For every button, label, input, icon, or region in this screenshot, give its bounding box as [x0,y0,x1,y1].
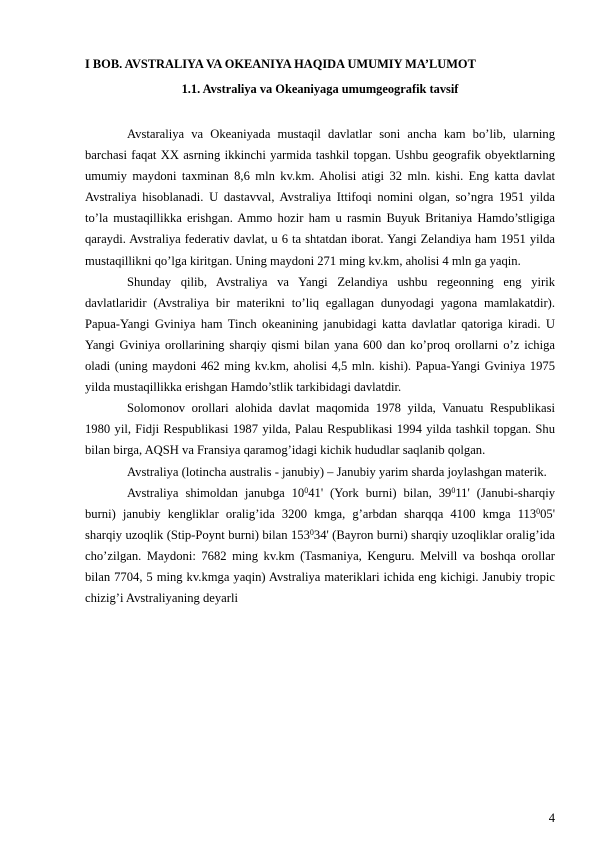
text-run: 05' sharqiy uzoqlik (Stip-Poynt burni) bilan 153 [85,506,555,542]
text-run: 11' (Janubi-sharqiy burni) janubiy kengliklar oralig’ida 3200 kmga, g’arbdan sharqqa 4100 kmga 113 [85,485,555,521]
paragraph-3: Solomonov orollari alohida davlat maqomida 1978 yilda, Vanuatu Respublikasi 1980 yil, Fidji Respublikasi 1987 yilda, Palau Respublikasi 1994 yilda tashkil topgan. Shu bilan birga, AQSH va Fransiya qaramog’idagi kichik hududlar saqlanib qolgan. [85,401,555,458]
text-run: Avstraliya shimoldan janubga 10 [127,485,305,500]
paragraph-5 [85,483,555,610]
degree-mark: 0 [309,527,314,537]
text-run: 41' (York burni) bilan, 39 [308,485,452,500]
chapter-title: I BOB. AVSTRALIYA VA OKEANIYA HAQIDA UMUMIY MA’LUMOT [85,57,476,71]
degree-mark: 0 [536,506,541,516]
paragraph-4: Avstraliya (lotincha australis - janubiy) – Janubiy yarim sharda joylashgan materik. [127,464,547,479]
degree-mark: 0 [451,485,456,495]
paragraph-1: Avstaraliya va Okeaniyada mustaqil davlatlar soni ancha kam bo’lib, ularning barchasi faqat XX asrning ikkinchi yarmida tashkil topgan. Ushbu geografik obyektlarning umumiy maydoni taxminan 8,6 mln kv.km. Aholisi atigi 32 mln. kishi. Eng katta davlat Avstraliya hisoblanadi. U dastavval, Avstraliya Ittifoqi nomini olgan, so’ngra 1951 yilda to’la mustaqillikka erishgan. Ammo hozir ham u rasmin Buyuk Britaniya Hamdo’stligiga qaraydi. Avstraliya federativ davlat, u 6 ta shtatdan iborat. Yangi Zelandiya ham 1951 yilda mustaqillikni qo’lga kiritgan. Uning maydoni 271 ming kv.km, aholisi 4 mln ga yaqin. [85,127,555,268]
page-number: 4 [548,811,555,825]
degree-mark: 0 [304,485,309,495]
body-text [85,124,555,609]
paragraph-2: Shunday qilib, Avstraliya va Yangi Zelandiya ushbu regeonning eng yirik davlatlaridir (Avstraliya bir materikni to’liq egallagan dunyodagi yagona mamlakatdir). Papua-Yangi Gviniya ham Tinch okeanining janubidagi katta davlatlar qatoriga kiradi. U Yangi Gviniya orollarining sharqiy qismi bilan yana 600 dan ko’proq orollarni o’z ichiga oladi (uning maydoni 462 ming kv.km, aholisi 4,5 mln. kishi). Papua-Yangi Gviniya 1975 yilda mustaqillikka erishgan Hamdo’stlik tarkibidagi davlatdir. [85,274,555,395]
section-title: 1.1. Avstraliya va Okeaniyaga umumgeografik tavsif [181,82,459,96]
text-run: 34' (Bayron burni) sharqiy uzoqliklar oralig’ida cho’zilgan. Maydoni: 7682 ming kv.km (Tasmaniya, Kenguru. Melvill va boshqa orollar bilan 7704, 5 ming kv.kmga yaqin) Avstraliya materiklari ichida eng kichigi. Janubiy tropic chizig’i Avstraliyaning deyarli [85,527,555,606]
